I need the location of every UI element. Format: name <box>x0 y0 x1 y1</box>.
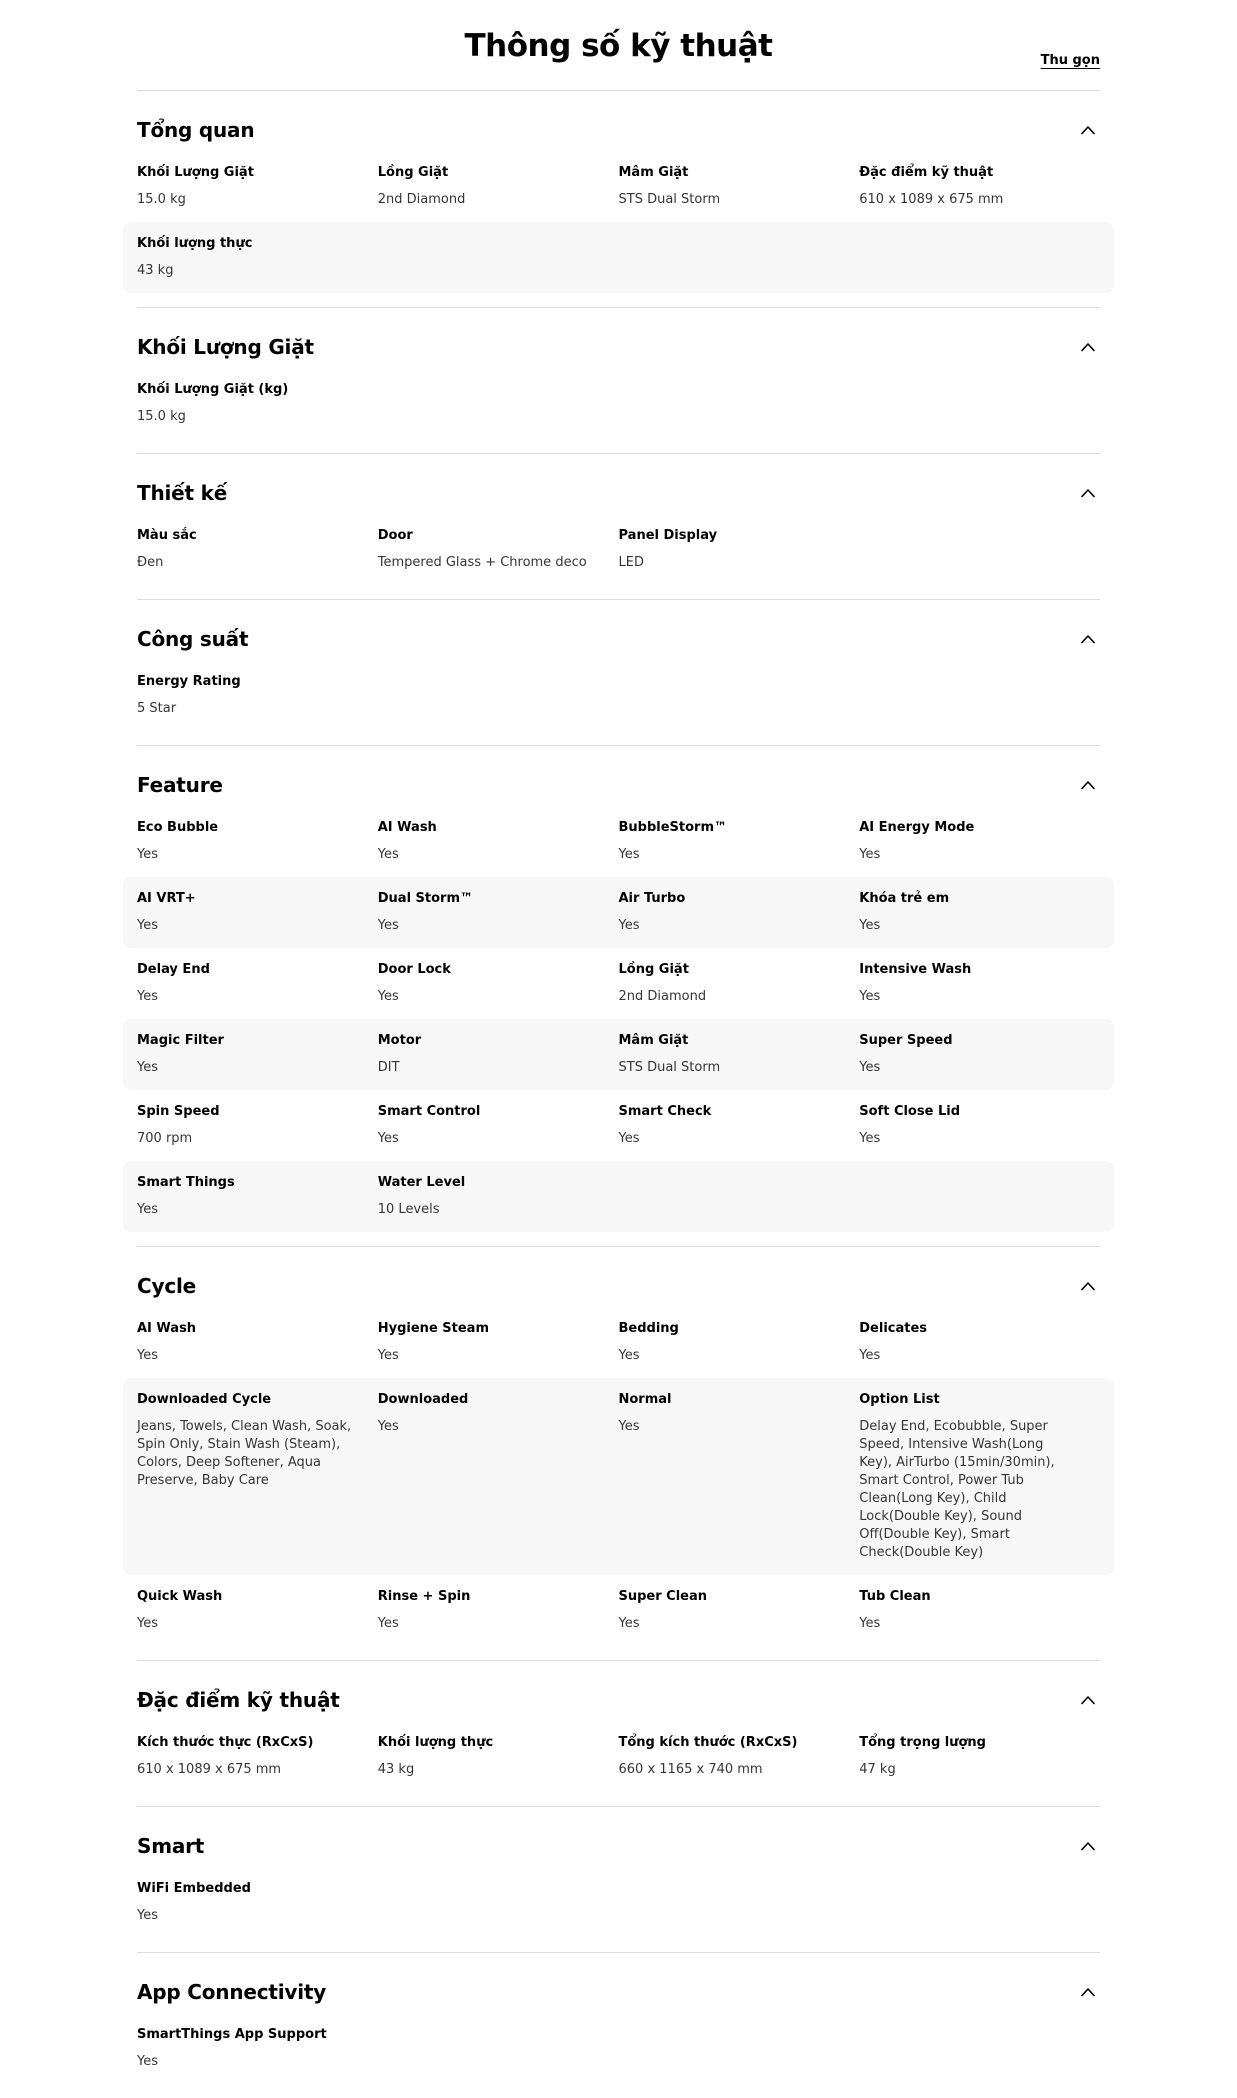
spec-cell <box>619 890 860 935</box>
spec-section <box>137 1807 1100 1953</box>
spec-row <box>123 1090 1114 1161</box>
spec-label: Tub Clean <box>859 1589 931 1604</box>
spec-value: Yes <box>618 1348 640 1363</box>
spec-label: SmartThings App Support <box>137 2027 327 2042</box>
spec-row <box>123 660 1114 731</box>
section-header <box>137 1247 1100 1307</box>
section-collapse-button[interactable] <box>1076 337 1100 357</box>
spec-cell <box>378 164 619 209</box>
spec-cell <box>137 527 378 572</box>
spec-cell <box>859 961 1100 1006</box>
spec-label: Downloaded Cycle <box>137 1392 272 1407</box>
spec-value: Yes <box>137 2054 158 2069</box>
spec-cell <box>137 381 378 426</box>
section-header <box>137 91 1100 151</box>
spec-cell <box>859 1734 1100 1779</box>
spec-cell <box>859 1032 1100 1077</box>
spec-label: Kích thước thực (RxCxS) <box>137 1735 314 1750</box>
spec-label: AI Wash <box>137 1321 197 1336</box>
spec-label: Rinse + Spin <box>377 1589 471 1604</box>
spec-cell <box>137 1103 378 1148</box>
spec-section <box>137 308 1100 454</box>
spec-label: Option List <box>859 1392 940 1407</box>
spec-value: 5 Star <box>137 701 177 716</box>
spec-cell <box>859 890 1100 935</box>
spec-cell <box>619 1103 860 1148</box>
section-collapse-button[interactable] <box>1076 1276 1100 1296</box>
spec-label: Air Turbo <box>618 891 686 906</box>
spec-cell <box>378 961 619 1006</box>
chevron-up-icon <box>1080 124 1096 136</box>
chevron-up-icon <box>1080 779 1096 791</box>
spec-label: Smart Check <box>618 1104 712 1119</box>
section-title: App Connectivity <box>137 1980 327 2004</box>
spec-value: Delay End, Ecobubble, Super Speed, Intensive Wash(Long Key), AirTurbo (15min/30min), Smart Control, Power Tub Clean(Long Key), Child Lock(Double Key), Sound Off(Double Key), Smart Check(Double Key) <box>859 1419 1055 1560</box>
chevron-up-icon <box>1080 1694 1096 1706</box>
section-header <box>137 1807 1100 1867</box>
spec-value: Jeans, Towels, Clean Wash, Soak, Spin Only, Stain Wash (Steam), Colors, Deep Softener, Aqua Preserve, Baby Care <box>137 1419 352 1488</box>
section-header <box>137 600 1100 660</box>
content-container <box>137 0 1100 2098</box>
page-header <box>137 0 1100 91</box>
spec-row <box>123 1307 1114 1378</box>
spec-cell <box>619 1032 860 1077</box>
spec-value: Yes <box>859 1348 881 1363</box>
spec-cell <box>619 1391 860 1562</box>
spec-label: BubbleStorm™ <box>618 820 728 835</box>
spec-value: Yes <box>859 1616 881 1631</box>
spec-value: Yes <box>377 1131 399 1146</box>
spec-row <box>123 1378 1114 1575</box>
spec-value: Yes <box>859 1131 881 1146</box>
spec-cell <box>137 2026 378 2071</box>
spec-row <box>123 948 1114 1019</box>
spec-value: Yes <box>859 1060 881 1075</box>
spec-row <box>123 2013 1114 2084</box>
spec-label: Door Lock <box>377 962 451 977</box>
spec-value: Yes <box>859 847 881 862</box>
spec-value: Yes <box>377 1616 399 1631</box>
spec-value: Yes <box>137 918 158 933</box>
spec-value: 15.0 kg <box>137 409 186 424</box>
spec-value: STS Dual Storm <box>618 1060 721 1075</box>
spec-value: Yes <box>137 1202 158 1217</box>
spec-cell <box>378 890 619 935</box>
spec-label: Tổng kích thước (RxCxS) <box>618 1735 798 1750</box>
spec-section <box>137 1953 1100 2098</box>
spec-value: Tempered Glass + Chrome deco <box>377 555 587 570</box>
spec-sections <box>137 91 1100 2098</box>
spec-cell <box>859 1320 1100 1365</box>
spec-cell <box>619 1320 860 1365</box>
spec-label: Eco Bubble <box>137 820 219 835</box>
spec-row <box>123 1721 1114 1792</box>
section-collapse-button[interactable] <box>1076 120 1100 140</box>
spec-label: Khối Lượng Giặt (kg) <box>137 382 289 397</box>
spec-cell <box>137 164 378 209</box>
spec-row <box>123 1019 1114 1090</box>
page-title: Thông số kỹ thuật <box>464 28 773 64</box>
spec-value: STS Dual Storm <box>618 192 721 207</box>
spec-row <box>123 151 1114 222</box>
spec-value: 43 kg <box>377 1762 415 1777</box>
spec-cell <box>137 1320 378 1365</box>
spec-cell <box>378 819 619 864</box>
spec-label: Lồng Giặt <box>618 962 689 977</box>
spec-label: Bedding <box>618 1321 679 1336</box>
spec-label: Hygiene Steam <box>377 1321 489 1336</box>
spec-cell <box>137 1032 378 1077</box>
section-header <box>137 454 1100 514</box>
spec-cell <box>137 961 378 1006</box>
chevron-up-icon <box>1080 487 1096 499</box>
spec-value: 10 Levels <box>377 1202 440 1217</box>
spec-cell <box>859 1103 1100 1148</box>
section-title: Feature <box>137 773 223 797</box>
spec-label: Khối Lượng Giặt <box>137 165 254 180</box>
spec-value: 43 kg <box>137 263 174 278</box>
spec-section <box>137 1661 1100 1807</box>
spec-value: Yes <box>618 1419 640 1434</box>
spec-label: Dual Storm™ <box>377 891 474 906</box>
spec-label: Magic Filter <box>137 1033 224 1048</box>
spec-label: Delay End <box>137 962 210 977</box>
spec-value: Yes <box>377 847 399 862</box>
spec-value: DIT <box>377 1060 400 1075</box>
spec-label: AI Energy Mode <box>859 820 975 835</box>
spec-cell <box>859 819 1100 864</box>
spec-value: Yes <box>137 1908 158 1923</box>
chevron-up-icon <box>1080 633 1096 645</box>
spec-row <box>123 222 1114 293</box>
spec-value: Yes <box>137 1060 158 1075</box>
spec-label: Lồng Giặt <box>377 165 449 180</box>
section-collapse-button[interactable] <box>1076 1982 1100 2002</box>
spec-row <box>123 1867 1114 1938</box>
spec-label: Super Clean <box>618 1589 708 1604</box>
spec-value: Yes <box>377 1348 399 1363</box>
spec-label: WiFi Embedded <box>137 1881 251 1896</box>
spec-label: Water Level <box>377 1175 466 1190</box>
section-title: Đặc điểm kỹ thuật <box>137 1688 340 1712</box>
spec-cell <box>619 527 860 572</box>
spec-section <box>137 600 1100 746</box>
spec-value: Yes <box>618 1131 640 1146</box>
spec-label: Energy Rating <box>137 674 241 689</box>
spec-value: Đen <box>137 555 164 570</box>
spec-cell <box>859 1588 1100 1633</box>
spec-cell <box>378 527 619 572</box>
section-header <box>137 1953 1100 2013</box>
spec-cell <box>137 673 378 718</box>
spec-cell <box>619 961 860 1006</box>
section-header <box>137 308 1100 368</box>
section-collapse-button[interactable] <box>1076 483 1100 503</box>
spec-value: Yes <box>859 918 881 933</box>
spec-label: Smart Things <box>137 1175 235 1190</box>
spec-label: Khối lượng thực <box>137 236 253 251</box>
section-header <box>137 746 1100 806</box>
spec-label: Khối lượng thực <box>377 1735 494 1750</box>
spec-value: Yes <box>137 847 158 862</box>
spec-label: AI Wash <box>377 820 437 835</box>
section-title: Smart <box>137 1834 205 1858</box>
spec-value: Yes <box>377 989 399 1004</box>
spec-cell <box>859 164 1100 209</box>
spec-cell <box>137 1391 378 1562</box>
spec-value: Yes <box>137 989 158 1004</box>
spec-label: Intensive Wash <box>859 962 972 977</box>
spec-cell <box>137 819 378 864</box>
spec-section <box>137 91 1100 308</box>
spec-label: AI VRT+ <box>137 891 196 906</box>
spec-row <box>123 806 1114 877</box>
spec-label: Màu sắc <box>137 528 197 543</box>
spec-value: Yes <box>137 1616 158 1631</box>
spec-label: Mâm Giặt <box>618 165 689 180</box>
spec-cell <box>137 890 378 935</box>
spec-value: 2nd Diamond <box>618 989 707 1004</box>
spec-label: Downloaded <box>377 1392 469 1407</box>
section-title: Tổng quan <box>137 118 255 142</box>
section-title: Cycle <box>137 1274 196 1298</box>
spec-cell <box>378 1032 619 1077</box>
spec-cell <box>137 1880 378 1925</box>
collapse-all-link[interactable]: Thu gọn <box>1040 53 1100 68</box>
section-header <box>137 1661 1100 1721</box>
spec-label: Soft Close Lid <box>859 1104 960 1119</box>
spec-cell <box>137 1588 378 1633</box>
spec-value: 610 x 1089 x 675 mm <box>859 192 1004 207</box>
spec-value: 15.0 kg <box>137 192 186 207</box>
spec-value: 700 rpm <box>137 1131 193 1146</box>
section-collapse-button[interactable] <box>1076 629 1100 649</box>
section-collapse-button[interactable] <box>1076 1836 1100 1856</box>
spec-row <box>123 368 1114 439</box>
spec-label: Super Speed <box>859 1033 953 1048</box>
spec-value: Yes <box>618 918 640 933</box>
spec-row <box>123 1575 1114 1646</box>
spec-value: Yes <box>618 847 640 862</box>
spec-value: 47 kg <box>859 1762 896 1777</box>
section-title: Khối Lượng Giặt <box>137 335 314 359</box>
spec-cell <box>619 1588 860 1633</box>
spec-value: Yes <box>377 918 399 933</box>
spec-cell <box>137 235 378 280</box>
section-collapse-button[interactable] <box>1076 775 1100 795</box>
spec-label: Motor <box>377 1033 422 1048</box>
spec-cell <box>378 1320 619 1365</box>
spec-cell <box>619 164 860 209</box>
spec-label: Quick Wash <box>137 1589 223 1604</box>
spec-value: Yes <box>137 1348 158 1363</box>
spec-label: Đặc điểm kỹ thuật <box>859 165 994 180</box>
spec-label: Door <box>377 528 413 543</box>
spec-value: 660 x 1165 x 740 mm <box>618 1762 763 1777</box>
spec-cell <box>859 1391 1100 1562</box>
spec-label: Normal <box>618 1392 672 1407</box>
spec-label: Tổng trọng lượng <box>859 1735 986 1750</box>
spec-cell <box>137 1734 378 1779</box>
spec-row <box>123 514 1114 585</box>
section-title: Thiết kế <box>137 481 228 505</box>
spec-section <box>137 1247 1100 1661</box>
chevron-up-icon <box>1080 1280 1096 1292</box>
spec-section <box>137 454 1100 600</box>
spec-cell <box>137 1174 378 1219</box>
spec-label: Khóa trẻ em <box>859 891 950 906</box>
chevron-up-icon <box>1080 1840 1096 1852</box>
spec-cell <box>378 1391 619 1562</box>
spec-value: 2nd Diamond <box>377 192 466 207</box>
chevron-up-icon <box>1080 1986 1096 1998</box>
spec-cell <box>378 1103 619 1148</box>
spec-value: Yes <box>859 989 881 1004</box>
spec-cell <box>619 819 860 864</box>
spec-value: Yes <box>618 1616 640 1631</box>
chevron-up-icon <box>1080 341 1096 353</box>
spec-row <box>123 1161 1114 1232</box>
spec-label: Delicates <box>859 1321 928 1336</box>
spec-label: Panel Display <box>618 528 718 543</box>
spec-value: 610 x 1089 x 675 mm <box>137 1762 282 1777</box>
spec-section <box>137 746 1100 1247</box>
section-title: Công suất <box>137 627 249 651</box>
spec-cell <box>378 1174 619 1219</box>
spec-cell <box>378 1734 619 1779</box>
spec-cell <box>378 1588 619 1633</box>
spec-label: Mâm Giặt <box>618 1033 689 1048</box>
spec-row <box>123 877 1114 948</box>
spec-value: LED <box>618 555 644 570</box>
spec-label: Spin Speed <box>137 1104 220 1119</box>
spec-label: Smart Control <box>377 1104 481 1119</box>
spec-value: Yes <box>377 1419 399 1434</box>
spec-cell <box>619 1734 860 1779</box>
section-collapse-button[interactable] <box>1076 1690 1100 1710</box>
